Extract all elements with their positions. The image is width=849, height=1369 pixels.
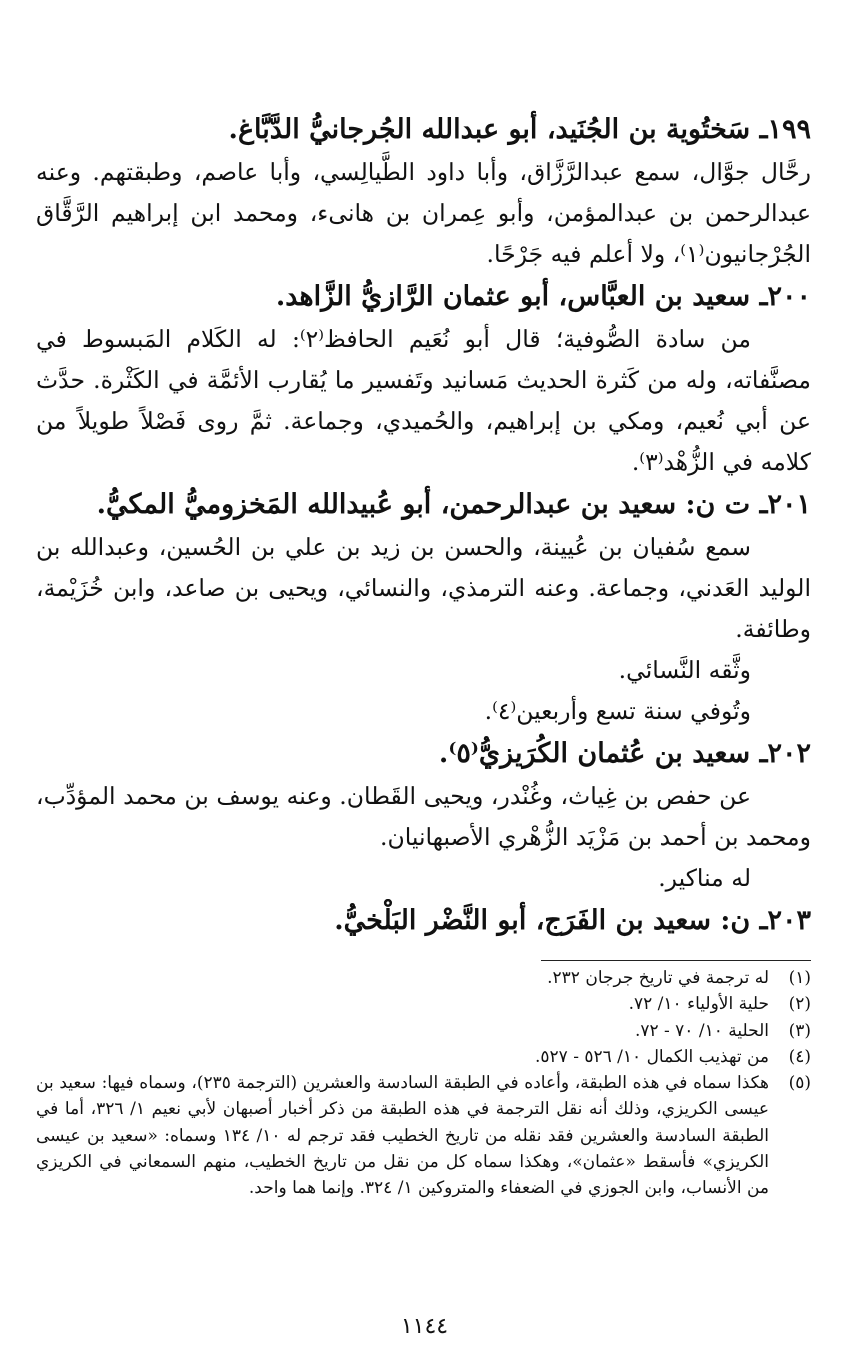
footnote xyxy=(36,1018,811,1044)
footnote-text: من تهذيب الكمال ١٠/ ٥٢٦ - ٥٢٧. xyxy=(534,1046,769,1067)
main-text xyxy=(36,108,811,943)
footnote-text: الحلية ١٠/ ٧٠ - ٧٢. xyxy=(634,1020,769,1041)
footnote-divider xyxy=(541,960,811,961)
entry-line: وتُوفي سنة تسع وأربعين⁽٤⁾. xyxy=(484,697,751,725)
footnote xyxy=(36,991,811,1017)
entry-line: وثَّقه النَّسائي. xyxy=(618,656,751,684)
footnote xyxy=(36,965,811,991)
footnote-text: له ترجمة في تاريخ جرجان ٢٣٢. xyxy=(547,968,769,988)
entry-heading: ٢٠٣ـ ن: سعيد بن الفَرَج، أبو النَّضْر البَلْخيُّ. xyxy=(334,905,811,936)
footnote-number: (٢) xyxy=(788,994,811,1015)
footnote-number: (١) xyxy=(788,968,811,988)
entry-heading: ٢٠٠ـ سعيد بن العبَّاس، أبو عثمان الرَّازيُّ الزَّاهد. xyxy=(275,281,811,312)
footnotes xyxy=(36,960,811,1202)
entry-heading: ٢٠١ـ ت ن: سعيد بن عبدالرحمن، أبو عُبيدالله المَخزوميُّ المكيُّ. xyxy=(96,489,811,520)
entry-paragraph: سمع سُفيان بن عُيينة، والحسن بن زيد بن علي بن الحُسين، وعبدالله بن الوليد العَدني، وجماعة. وعنه الترمذي، والنسائي، ويحيى بن صاعد، وابن خُزَيْمة، وطائفة. xyxy=(36,533,811,643)
footnote xyxy=(36,1044,811,1070)
footnote-text: حلية الأولياء ١٠/ ٧٢. xyxy=(628,994,769,1015)
footnote-number: (٥) xyxy=(788,1073,811,1094)
entry-paragraph: من سادة الصُّوفية؛ قال أبو نُعَيم الحافظ⁽٢⁾: له الكَلام المَبسوط في مصنَّفاته، وله من كَثرة الحديث مَسانيد وتَفسير ما يُقارب الأئمَّة في الكَثْرة. حدَّث عن أبي نُعيم، ومكي بن إبراهيم، والحُميدي، وجماعة. ثمَّ روى فَصْلاً طويلاً من كلامه في الزُّهْد⁽٣⁾. xyxy=(36,325,811,476)
footnote-text: هكذا سماه في هذه الطبقة، وأعاده في الطبقة السادسة والعشرين (الترجمة ٢٣٥)، وسماه فيها: سعيد بن عيسى الكريزي، وذلك أنه نقل الترجمة في هذه الطبقة من ذكر أخبار أصبهان لأبي نعيم ١/ ٣٢٦، أما في الطبقة السادسة والعشرين فقد نقله من تاريخ الخطيب فقد ترجم له ١٠/ ١٣٤ وسماه: «سعيد بن عيسى الكريزي» فأسقط «عثمان»، وهكذا سماه كل من نقل من تاريخ الخطيب، منهم السمعاني في الكريزي من الأنساب، وابن الجوزي في الضعفاء والمتروكين ١/ ٣٢٤. وإنما هما واحد. xyxy=(36,1073,769,1199)
entry-heading: ٢٠٢ـ سعيد بن عُثمان الكُرَيزيُّ⁽٥⁾. xyxy=(438,738,811,769)
page-number: ١١٤٤ xyxy=(400,1314,449,1339)
entry-paragraph: عن حفص بن غِياث، وغُنْدر، ويحيى القَطان. وعنه يوسف بن محمد المؤدِّب، ومحمد بن أحمد بن مَزْيَد الزُّهْري الأصبهانيان. xyxy=(36,782,811,851)
entry-heading: ١٩٩ـ سَختُوية بن الجُنَيد، أبو عبدالله الجُرجانيُّ الدَّبَّاغ. xyxy=(228,114,811,145)
footnote-number: (٣) xyxy=(788,1020,811,1041)
footnote xyxy=(36,1070,811,1201)
footnote-number: (٤) xyxy=(788,1046,811,1067)
entry-paragraph: رحَّال جوَّال، سمع عبدالرَّزَّاق، وأبا داود الطَّيالِسي، وأبا عاصم، وطبقتهم. وعنه عبدالرحمن بن عبدالمؤمن، وأبو عِمران بن هانىء، ومحمد ابن إبراهيم الرَّقَّاق الجُرْجانيون⁽١⁾، ولا أعلم فيه جَرْحًا. xyxy=(36,158,811,268)
entry-line: له مناكير. xyxy=(658,864,751,892)
